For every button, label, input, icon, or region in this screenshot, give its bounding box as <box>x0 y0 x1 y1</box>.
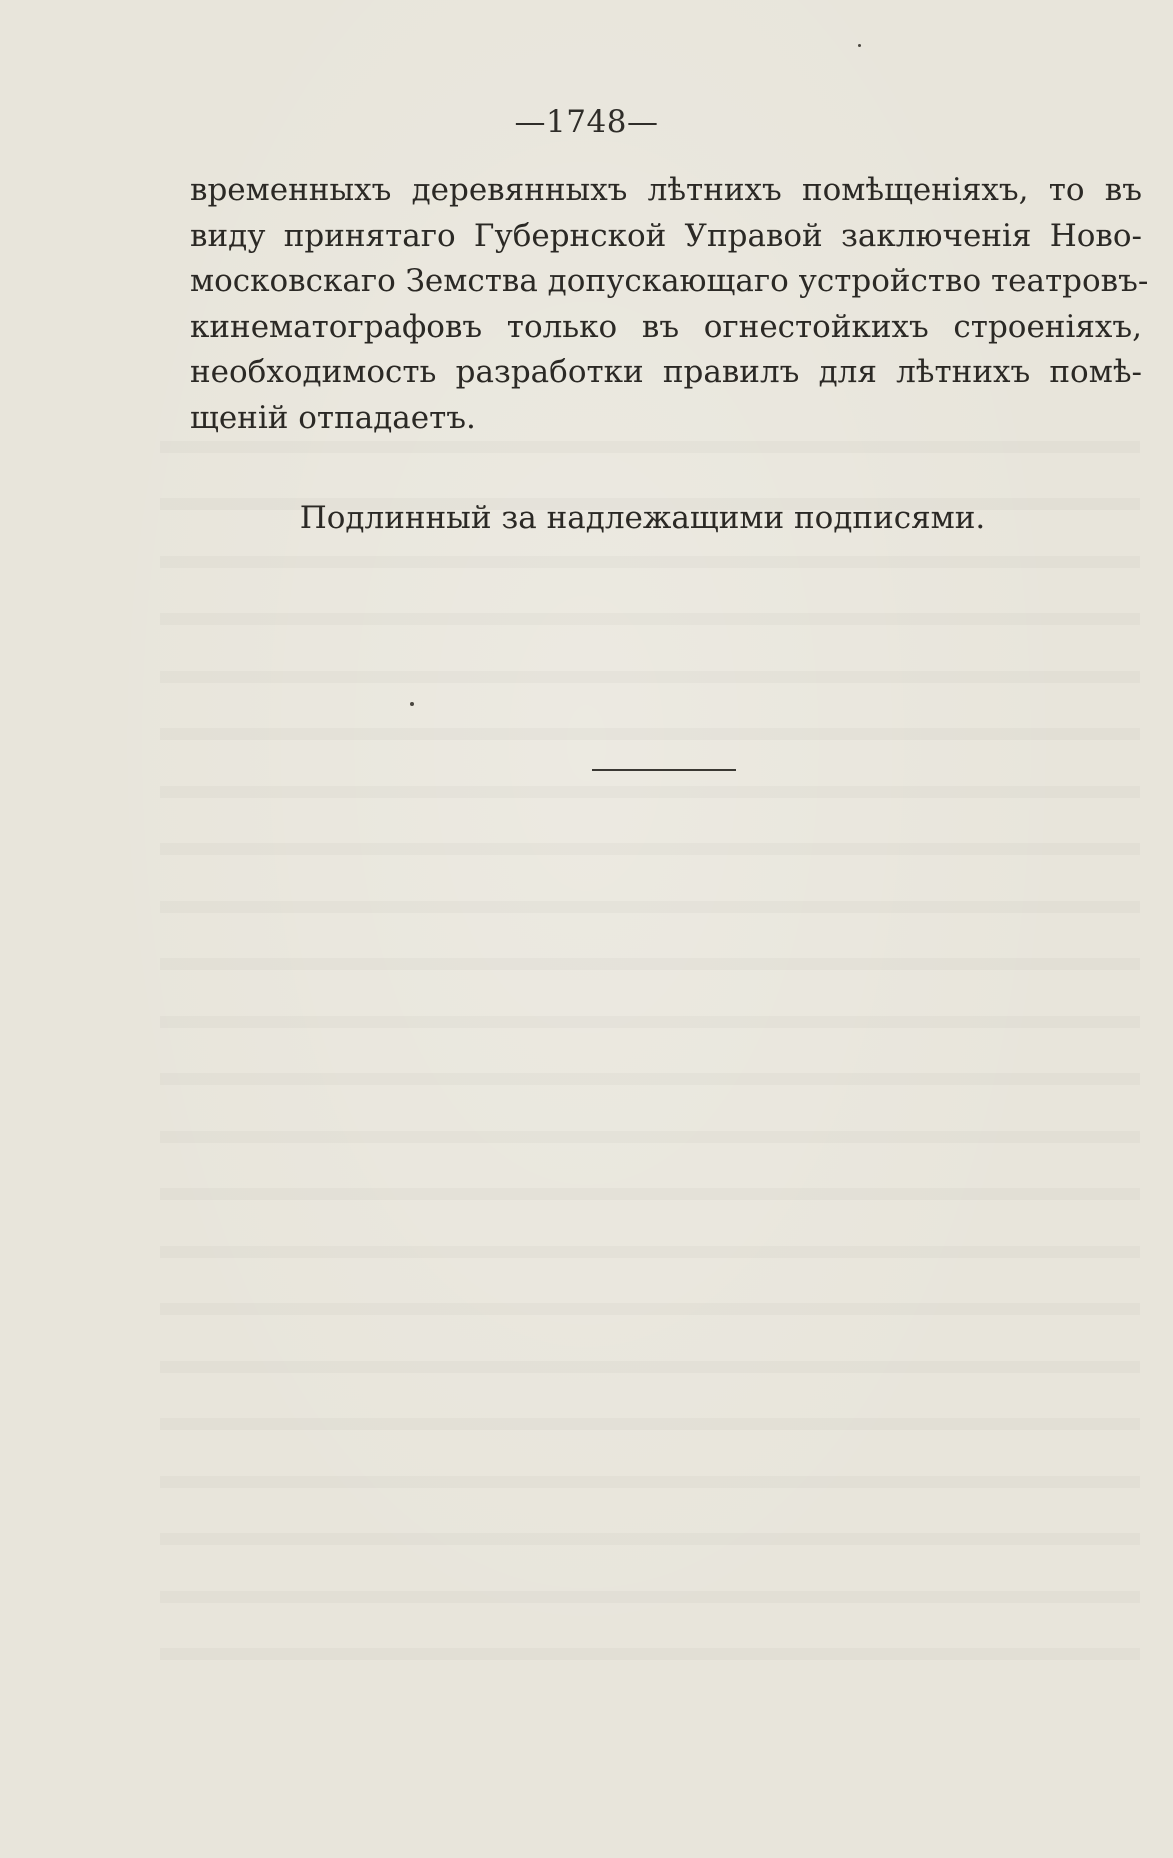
body-paragraph <box>190 168 1149 441</box>
page-number: —1748— <box>514 104 659 140</box>
ink-speck <box>410 702 414 706</box>
bleed-through-texture <box>150 395 1140 1665</box>
signature-note: Подлинный за надлежащими подписями. <box>299 500 986 536</box>
paragraph-line: московскаго Земства допускающаго устройство театровъ- <box>190 263 1149 299</box>
section-divider <box>592 769 736 771</box>
paragraph-line: необходимость разработки правилъ для лѣтнихъ помѣ- <box>190 354 1142 390</box>
paragraph-line: щеній отпадаетъ. <box>190 399 476 436</box>
paragraph-line: виду принятаго Губернской Управой заключенія Ново- <box>190 217 1142 254</box>
paragraph-line: кинематографовъ только въ огнестойкихъ строеніяхъ, <box>190 308 1142 345</box>
paragraph-line: временныхъ деревянныхъ лѣтнихъ помѣщеніяхъ, то въ <box>190 172 1142 208</box>
ink-speck <box>858 44 861 47</box>
